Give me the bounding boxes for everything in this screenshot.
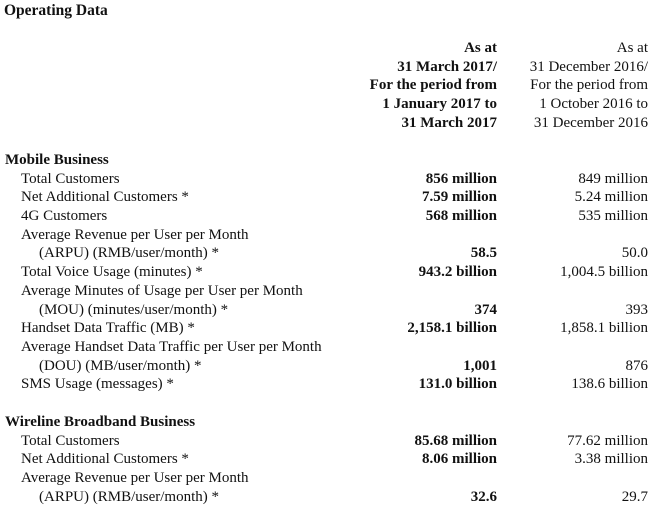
value-previous: 535 million xyxy=(578,208,648,225)
row-label: Net Additional Customers * xyxy=(21,189,189,206)
mobile-business-section xyxy=(0,151,653,394)
row-label: Total Customers xyxy=(21,170,120,187)
table-row xyxy=(0,170,653,189)
table-row xyxy=(0,207,653,226)
value-current: 131.0 billion xyxy=(418,376,497,393)
wireline-business-section xyxy=(0,413,653,506)
value-previous: 3.38 million xyxy=(574,451,648,468)
row-label: Handset Data Traffic (MB) * xyxy=(21,320,195,337)
row-label: Average Handset Data Traffic per User per Month xyxy=(21,338,322,355)
value-previous: 849 million xyxy=(578,170,648,187)
value-previous: 29.7 xyxy=(621,488,648,505)
value-previous: 1,004.5 billion xyxy=(560,264,648,281)
value-previous: 138.6 billion xyxy=(571,376,648,393)
column-header-line: For the period from xyxy=(530,77,648,94)
value-current: 856 million xyxy=(425,170,497,187)
value-current: 943.2 billion xyxy=(418,264,497,281)
table-row xyxy=(0,450,653,469)
column-header-line: 31 December 2016/ xyxy=(529,58,648,75)
column-header-line: 1 October 2016 to xyxy=(539,96,648,113)
table-row xyxy=(0,263,653,282)
value-previous: 393 xyxy=(625,301,648,318)
row-label: (MOU) (minutes/user/month) * xyxy=(39,301,229,318)
table-row xyxy=(0,432,653,451)
column-header-line: As at xyxy=(616,40,648,56)
row-label: Average Revenue per User per Month xyxy=(21,226,249,243)
column-header-line: For the period from xyxy=(369,77,497,94)
section-title-mobile: Mobile Business xyxy=(5,152,109,168)
table-row xyxy=(0,488,653,507)
value-current: 58.5 xyxy=(470,245,497,262)
row-label: SMS Usage (messages) * xyxy=(21,376,174,393)
table-row xyxy=(0,244,653,263)
value-previous: 77.62 million xyxy=(567,432,648,449)
table-row xyxy=(0,226,653,245)
row-label: Total Customers xyxy=(21,432,120,449)
value-current: 7.59 million xyxy=(421,189,497,206)
row-label: Net Additional Customers * xyxy=(21,451,189,468)
column-header-line: 31 December 2016 xyxy=(533,114,648,131)
table-row xyxy=(0,375,653,394)
row-label: (DOU) (MB/user/month) * xyxy=(39,357,202,374)
section-title-wireline: Wireline Broadband Business xyxy=(5,414,196,430)
column-header-line: 1 January 2017 to xyxy=(382,96,497,113)
column-header-previous xyxy=(530,39,648,133)
page-title: Operating Data xyxy=(4,2,108,19)
row-label: (ARPU) (RMB/user/month) * xyxy=(39,245,219,262)
column-header-line: 31 March 2017 xyxy=(401,114,497,131)
value-current: 85.68 million xyxy=(414,432,497,449)
table-row xyxy=(0,319,653,338)
value-current: 2,158.1 billion xyxy=(407,320,497,337)
value-current: 374 xyxy=(474,301,497,318)
table-row xyxy=(0,301,653,320)
row-label: Total Voice Usage (minutes) * xyxy=(21,264,203,281)
table-row xyxy=(0,338,653,357)
table-row xyxy=(0,282,653,301)
row-label: 4G Customers xyxy=(21,208,108,225)
column-header-line: 31 March 2017/ xyxy=(397,58,497,75)
value-previous: 5.24 million xyxy=(574,189,648,206)
value-previous: 50.0 xyxy=(621,245,648,262)
table-row xyxy=(0,357,653,376)
value-current: 1,001 xyxy=(463,357,497,374)
row-label: Average Revenue per User per Month xyxy=(21,470,249,487)
value-previous: 1,858.1 billion xyxy=(560,320,648,337)
row-label: (ARPU) (RMB/user/month) * xyxy=(39,488,219,505)
row-label: Average Minutes of Usage per User per Month xyxy=(21,282,303,299)
value-current: 8.06 million xyxy=(421,451,497,468)
value-current: 32.6 xyxy=(470,488,497,505)
table-row xyxy=(0,188,653,207)
value-previous: 876 xyxy=(625,357,648,374)
table-row xyxy=(0,469,653,488)
value-current: 568 million xyxy=(425,208,497,225)
column-header-current xyxy=(370,39,497,133)
column-header-line: As at xyxy=(464,40,497,56)
